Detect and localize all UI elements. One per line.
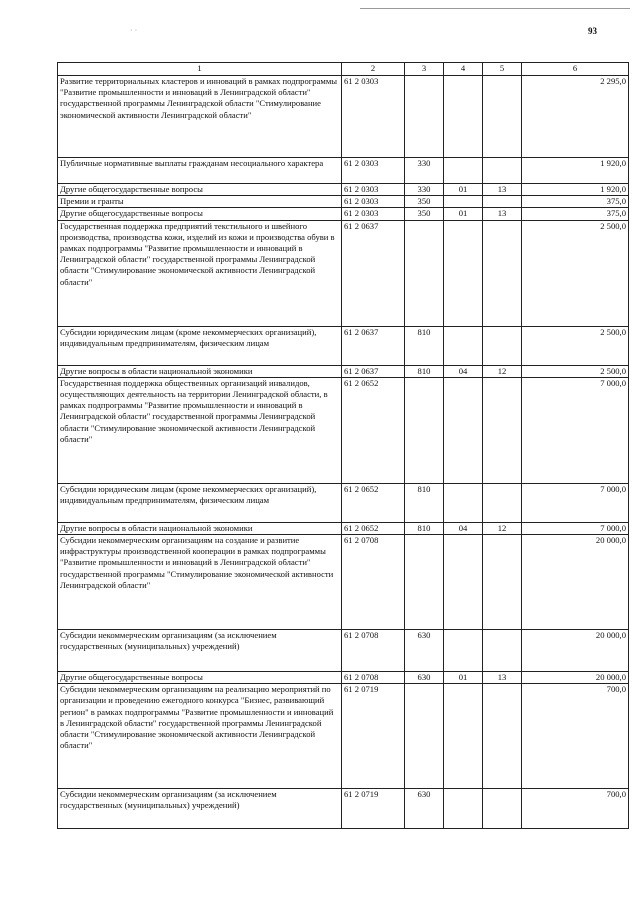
row-amount: 700,0	[522, 789, 629, 829]
row-target-code: 61 2 0708	[342, 672, 405, 684]
row-expense-type	[405, 377, 444, 483]
row-name: Государственная поддержка общественных организаций инвалидов, осуществляющих деятельность на территории Ленинградской области, в рамках подпрограммы "Развитие промышленности и инноваций в Ленинградской области" государственной программы Ленинградской области "Стимулирование экономической активности Ленинградской области"	[58, 377, 342, 483]
table-row	[58, 196, 629, 208]
row-expense-type: 810	[405, 483, 444, 522]
row-subsection	[483, 684, 522, 789]
row-subsection: 12	[483, 365, 522, 377]
row-subsection: 13	[483, 672, 522, 684]
table-body	[58, 76, 629, 829]
header-col-5: 5	[483, 63, 522, 76]
row-expense-type: 630	[405, 630, 444, 672]
row-expense-type: 330	[405, 158, 444, 184]
row-expense-type: 810	[405, 365, 444, 377]
row-name: Государственная поддержка предприятий текстильного и швейного производства, производства кожи, изделий из кожи и производства обуви в рамках подпрограммы "Развитие промышленности и инноваций в Ленинградской области" государственной программы Ленинградской области "Стимулирование экономической активности Ленинградской области"	[58, 220, 342, 326]
row-name: Публичные нормативные выплаты гражданам несоциального характера	[58, 158, 342, 184]
table-row	[58, 672, 629, 684]
header-col-3: 3	[405, 63, 444, 76]
row-subsection	[483, 535, 522, 630]
row-subsection	[483, 158, 522, 184]
table-row	[58, 483, 629, 522]
row-amount: 20 000,0	[522, 672, 629, 684]
row-name: Субсидии юридическим лицам (кроме некоммерческих организаций), индивидуальным предпринимателям, физическим лицам	[58, 483, 342, 522]
row-section	[444, 377, 483, 483]
table-row	[58, 208, 629, 220]
row-section	[444, 158, 483, 184]
row-section	[444, 684, 483, 789]
row-expense-type: 810	[405, 522, 444, 534]
row-amount: 2 500,0	[522, 365, 629, 377]
row-name: Субсидии некоммерческим организациям на создание и развитие инфраструктуры производственной кооперации в рамках подпрограммы "Развитие промышленности и инноваций в Ленинградской области" государственной программы "Стимулирование экономической активности Ленинградской области"	[58, 535, 342, 630]
table-row	[58, 535, 629, 630]
table-row	[58, 684, 629, 789]
row-name: Другие общегосударственные вопросы	[58, 672, 342, 684]
header-col-1: 1	[58, 63, 342, 76]
row-name: Субсидии некоммерческим организациям на реализацию мероприятий по организации и проведению ежегодного конкурса "Бизнес, развивающий регион" в рамках подпрограммы "Развитие промышленности и инноваций в Ленинградской области" государственной программы Ленинградской области "Стимулирование экономической активности Ленинградской области"	[58, 684, 342, 789]
row-subsection	[483, 789, 522, 829]
row-section	[444, 196, 483, 208]
row-name: Развитие территориальных кластеров и инноваций в рамках подпрограммы "Развитие промышленности и инноваций в Ленинградской области" государственной программы Ленинградской области "Стимулирование экономической активности Ленинградской области"	[58, 76, 342, 158]
row-subsection	[483, 630, 522, 672]
row-amount: 20 000,0	[522, 630, 629, 672]
header-col-4: 4	[444, 63, 483, 76]
row-target-code: 61 2 0719	[342, 684, 405, 789]
row-amount: 2 500,0	[522, 326, 629, 365]
scan-top-rule	[360, 8, 630, 9]
row-subsection	[483, 196, 522, 208]
table-header-row	[58, 63, 629, 76]
row-target-code: 61 2 0303	[342, 184, 405, 196]
page-number: 93	[588, 26, 597, 36]
table-row	[58, 522, 629, 534]
row-target-code: 61 2 0652	[342, 522, 405, 534]
row-amount: 2 295,0	[522, 76, 629, 158]
table-row	[58, 377, 629, 483]
row-amount: 7 000,0	[522, 522, 629, 534]
budget-table	[57, 62, 629, 829]
row-subsection	[483, 377, 522, 483]
row-target-code: 61 2 0303	[342, 208, 405, 220]
row-amount: 1 920,0	[522, 158, 629, 184]
row-section	[444, 483, 483, 522]
table-row	[58, 789, 629, 829]
scan-artifact: · ·	[130, 26, 138, 35]
row-target-code: 61 2 0708	[342, 630, 405, 672]
row-expense-type: 350	[405, 208, 444, 220]
row-expense-type: 350	[405, 196, 444, 208]
row-expense-type: 810	[405, 326, 444, 365]
row-section: 04	[444, 522, 483, 534]
row-section	[444, 630, 483, 672]
row-expense-type	[405, 220, 444, 326]
row-target-code: 61 2 0303	[342, 76, 405, 158]
table-row	[58, 76, 629, 158]
row-name: Субсидии некоммерческим организациям (за исключением государственных (муниципальных) учреждений)	[58, 789, 342, 829]
row-amount: 7 000,0	[522, 377, 629, 483]
row-amount: 375,0	[522, 196, 629, 208]
row-amount: 7 000,0	[522, 483, 629, 522]
row-section	[444, 220, 483, 326]
row-section	[444, 535, 483, 630]
row-section: 01	[444, 184, 483, 196]
row-subsection	[483, 76, 522, 158]
row-target-code: 61 2 0719	[342, 789, 405, 829]
table-row	[58, 365, 629, 377]
row-target-code: 61 2 0708	[342, 535, 405, 630]
row-name: Субсидии юридическим лицам (кроме некоммерческих организаций), индивидуальным предпринимателям, физическим лицам	[58, 326, 342, 365]
row-section	[444, 76, 483, 158]
row-subsection	[483, 220, 522, 326]
row-subsection	[483, 326, 522, 365]
row-name: Премии и гранты	[58, 196, 342, 208]
row-subsection: 13	[483, 184, 522, 196]
row-target-code: 61 2 0637	[342, 326, 405, 365]
table-row	[58, 326, 629, 365]
row-name: Другие общегосударственные вопросы	[58, 208, 342, 220]
row-amount: 375,0	[522, 208, 629, 220]
row-section: 01	[444, 672, 483, 684]
row-target-code: 61 2 0637	[342, 365, 405, 377]
row-subsection: 12	[483, 522, 522, 534]
row-amount: 1 920,0	[522, 184, 629, 196]
row-name: Другие вопросы в области национальной экономики	[58, 522, 342, 534]
row-target-code: 61 2 0303	[342, 158, 405, 184]
header-col-2: 2	[342, 63, 405, 76]
row-section: 04	[444, 365, 483, 377]
row-name: Другие общегосударственные вопросы	[58, 184, 342, 196]
row-amount: 2 500,0	[522, 220, 629, 326]
row-expense-type: 330	[405, 184, 444, 196]
table-row	[58, 158, 629, 184]
row-name: Субсидии некоммерческим организациям (за исключением государственных (муниципальных) учреждений)	[58, 630, 342, 672]
table-row	[58, 630, 629, 672]
row-section	[444, 326, 483, 365]
row-expense-type	[405, 76, 444, 158]
row-name: Другие вопросы в области национальной экономики	[58, 365, 342, 377]
row-subsection	[483, 483, 522, 522]
row-section: 01	[444, 208, 483, 220]
row-expense-type	[405, 684, 444, 789]
row-expense-type: 630	[405, 789, 444, 829]
row-subsection: 13	[483, 208, 522, 220]
row-amount: 700,0	[522, 684, 629, 789]
row-amount: 20 000,0	[522, 535, 629, 630]
row-target-code: 61 2 0652	[342, 483, 405, 522]
row-expense-type: 630	[405, 672, 444, 684]
row-section	[444, 789, 483, 829]
table-row	[58, 220, 629, 326]
row-expense-type	[405, 535, 444, 630]
table-row	[58, 184, 629, 196]
row-target-code: 61 2 0303	[342, 196, 405, 208]
row-target-code: 61 2 0637	[342, 220, 405, 326]
row-target-code: 61 2 0652	[342, 377, 405, 483]
header-col-6: 6	[522, 63, 629, 76]
